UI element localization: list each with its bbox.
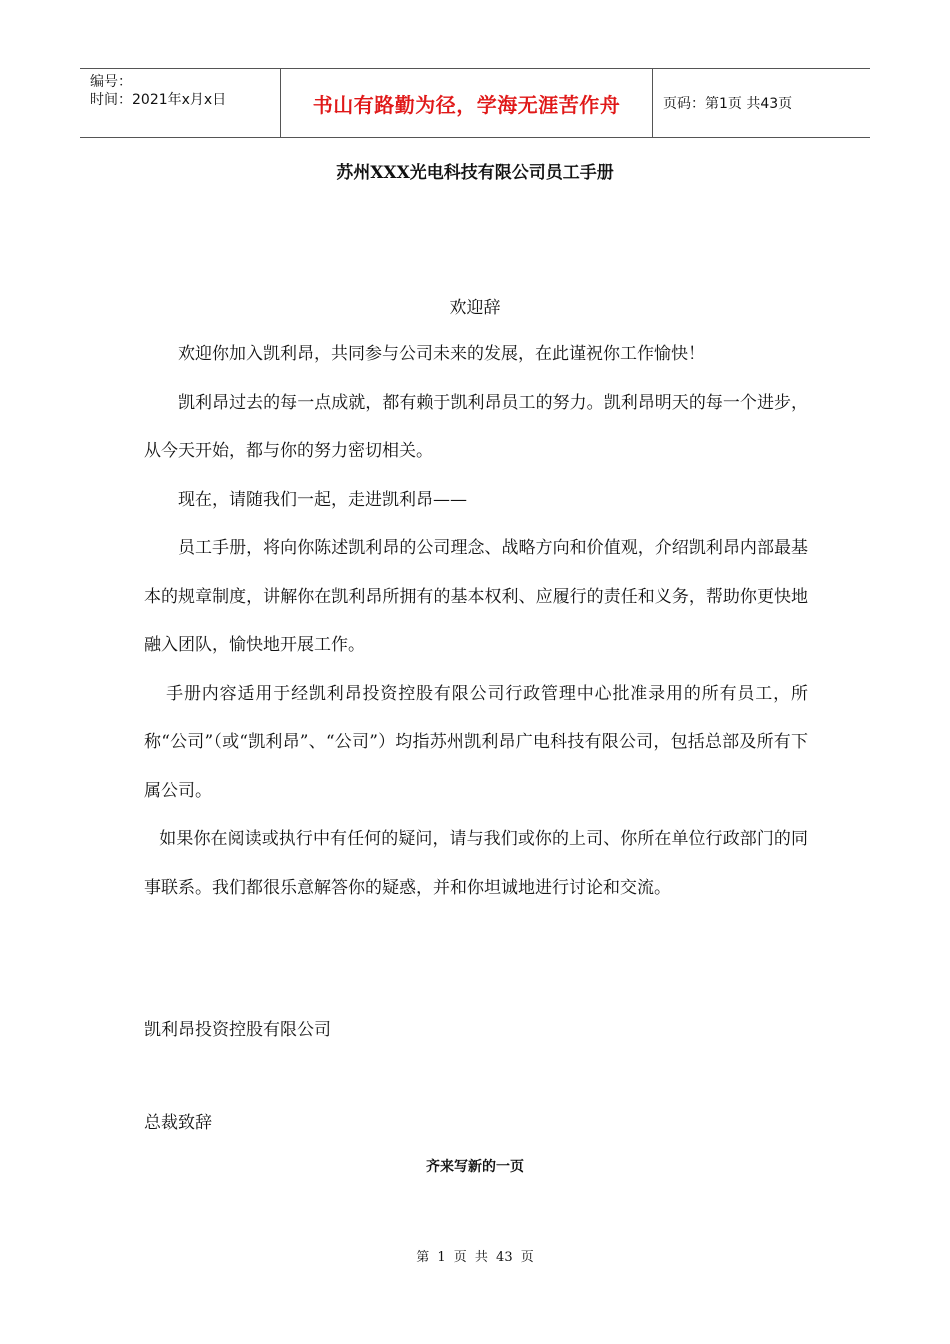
company-signature: 凯利昂投资控股有限公司 <box>144 1020 331 1040</box>
document-title: 苏州XXX光电科技有限公司员工手册 <box>336 163 614 183</box>
header-page-info: 页码：第1页 共43页 <box>663 96 793 112</box>
welcome-paragraph: 如果你在阅读或执行中有任何的疑问，请与我们或你的上司、你所在单位行政部门的同事联系。我们都很乐意解答你的疑惑，并和你坦诚地进行讨论和交流。 <box>144 829 808 898</box>
document-number-label: 编号： <box>90 74 132 90</box>
header-meta-cell <box>80 69 281 137</box>
document-date-label: 时间：2021年x月x日 <box>90 92 227 108</box>
ceo-speech-heading: 总裁致辞 <box>144 1113 212 1133</box>
welcome-heading: 欢迎辞 <box>449 298 501 318</box>
welcome-paragraph: 手册内容适用于经凯利昂投资控股有限公司行政管理中心批准录用的所有员工，所称“公司”（或“凯利昂”、“公司”）均指苏州凯利昂广电科技有限公司，包括总部及所有下属公司。 <box>144 683 808 801</box>
page-header-table <box>80 68 870 138</box>
welcome-paragraph: 欢迎你加入凯利昂，共同参与公司未来的发展，在此谨祝你工作愉快！ <box>178 344 705 364</box>
welcome-body <box>144 330 808 912</box>
welcome-paragraph: 现在，请随我们一起，走进凯利昂—— <box>178 489 467 510</box>
welcome-paragraph: 员工手册，将向你陈述凯利昂的公司理念、战略方向和价值观，介绍凯利昂内部最基本的规章制度，讲解你在凯利昂所拥有的基本权利、应履行的责任和义务，帮助你更快地融入团队，愉快地开展工作。 <box>144 538 808 655</box>
welcome-paragraph: 凯利昂过去的每一点成就，都有赖于凯利昂员工的努力。凯利昂明天的每一个进步，从今天开始，都与你的努力密切相关。 <box>144 392 808 461</box>
header-motto: 书山有路勤为径，学海无涯苦作舟 <box>281 69 653 137</box>
ceo-speech-subtitle: 齐来写新的一页 <box>426 1159 524 1175</box>
page-footer: 第 1 页 共 43 页 <box>416 1250 534 1265</box>
